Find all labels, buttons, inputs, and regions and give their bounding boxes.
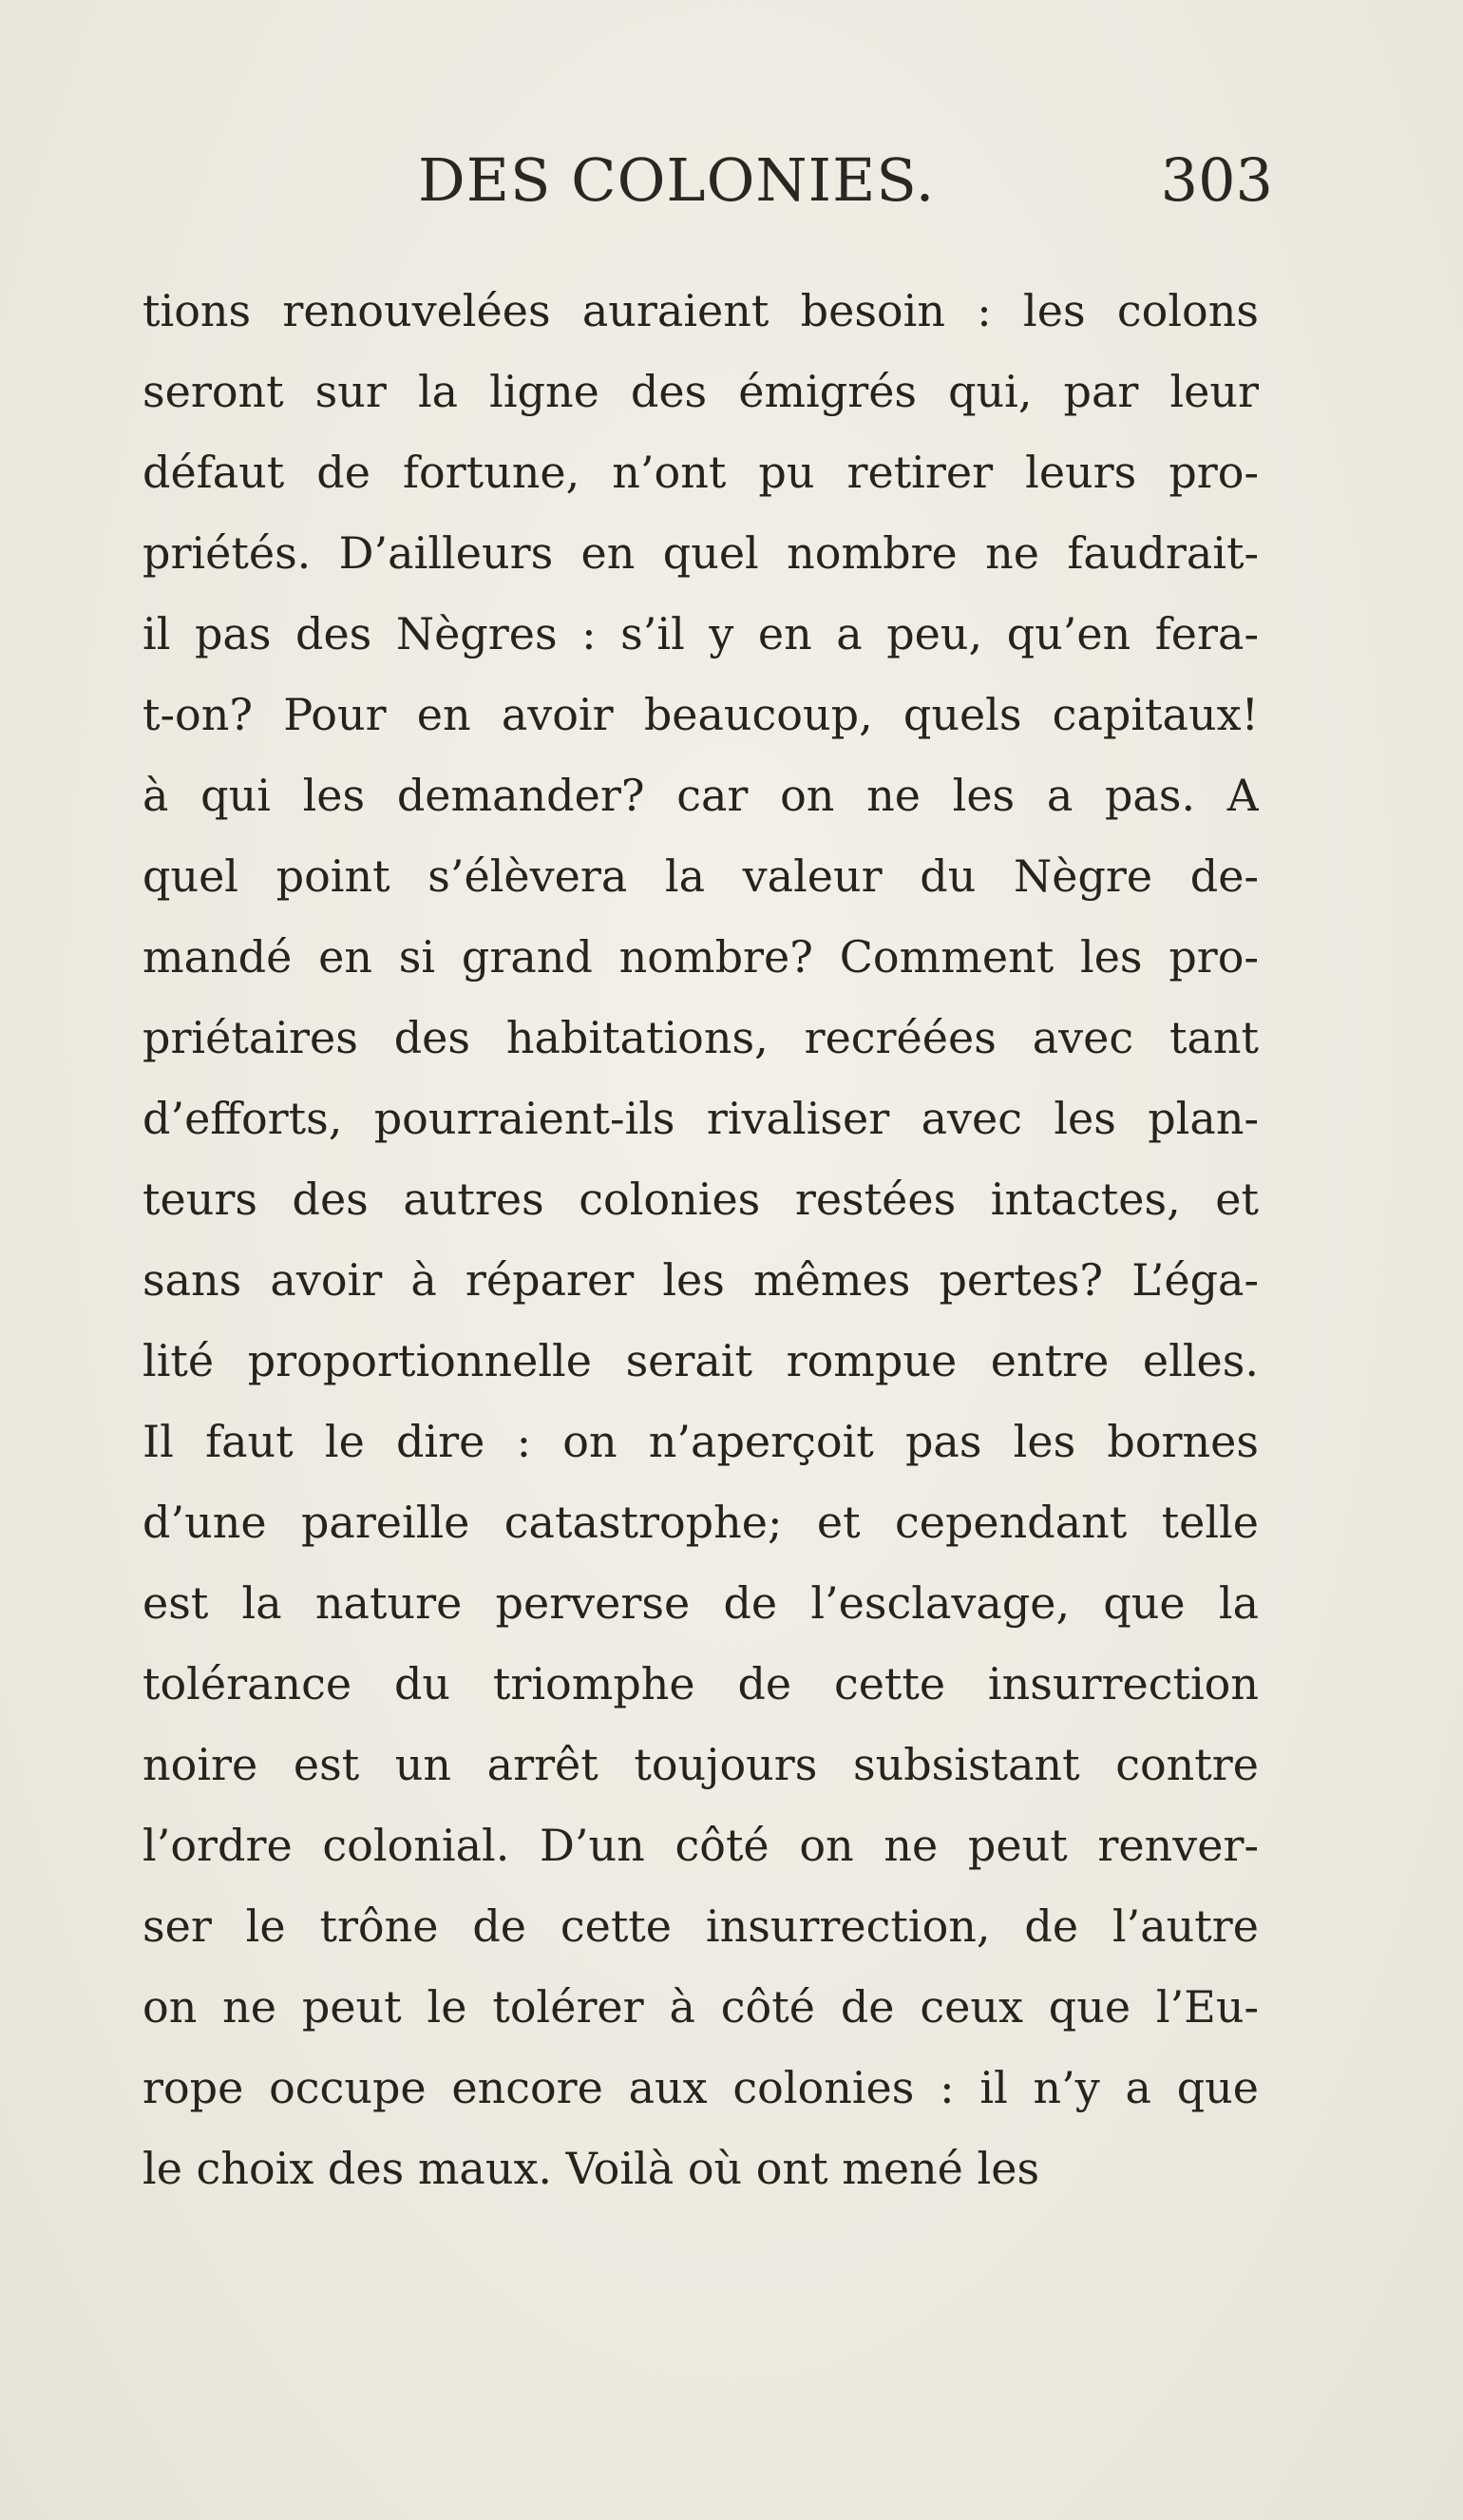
text-line: l’ordre colonial. D’un côté on ne peut renver- (142, 1820, 1259, 1871)
text-line: on ne peut le tolérer à côté de ceux que l’Eu- (142, 1981, 1259, 2033)
text-line: seront sur la ligne des émigrés qui, par leur (142, 366, 1259, 417)
text-line: priétés. D’ailleurs en quel nombre ne faudrait- (142, 527, 1259, 579)
page-header (418, 143, 1273, 219)
text-line: t-on? Pour en avoir beaucoup, quels capitaux! (142, 689, 1259, 740)
text-line: ser le trône de cette insurrection, de l’autre (142, 1900, 1259, 1952)
text-line: tolérance du triomphe de cette insurrection (142, 1658, 1259, 1709)
text-line: le choix des maux. Voilà où ont mené les (142, 2143, 1040, 2194)
text-line: priétaires des habitations, recréées avec tant (142, 1012, 1259, 1063)
text-line: à qui les demander? car on ne les a pas. A (142, 770, 1259, 821)
text-line: mandé en si grand nombre? Comment les pro- (142, 931, 1259, 983)
text-line: il pas des Nègres : s’il y en a peu, qu’en fera- (142, 608, 1259, 659)
body-text (142, 271, 1259, 2209)
text-line: est la nature perverse de l’esclavage, que la (142, 1577, 1259, 1629)
text-line: lité proportionnelle serait rompue entre elles. (142, 1335, 1259, 1386)
text-line: noire est un arrêt toujours subsistant contre (142, 1739, 1259, 1790)
text-line: défaut de fortune, n’ont pu retirer leurs pro- (142, 447, 1259, 498)
text-line: sans avoir à réparer les mêmes pertes? L’éga- (142, 1254, 1259, 1306)
text-line: d’une pareille catastrophe; et cependant telle (142, 1497, 1259, 1548)
running-title: DES COLONIES. (418, 145, 936, 215)
text-line: quel point s’élèvera la valeur du Nègre de- (142, 850, 1259, 902)
text-line: Il faut le dire : on n’aperçoit pas les bornes (142, 1416, 1259, 1467)
text-line: tions renouvelées auraient besoin : les colons (142, 285, 1259, 336)
text-line: d’efforts, pourraient-ils rivaliser avec les plan- (142, 1093, 1259, 1144)
page-number: 303 (1160, 145, 1273, 215)
text-line: rope occupe encore aux colonies : il n’y a que (142, 2062, 1259, 2113)
text-line: teurs des autres colonies restées intactes, et (142, 1174, 1259, 1225)
